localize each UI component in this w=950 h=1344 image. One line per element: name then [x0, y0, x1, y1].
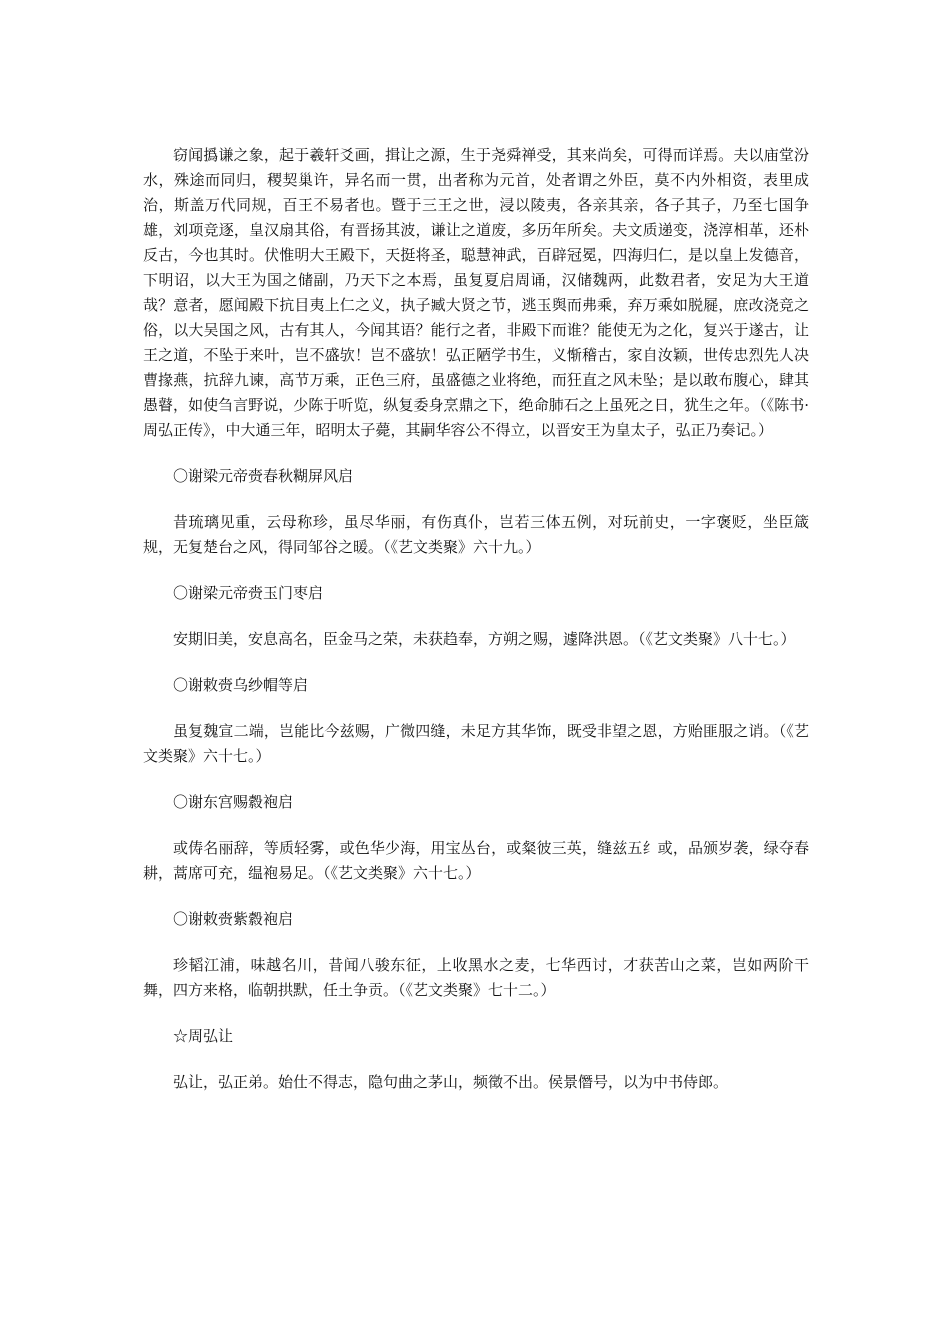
section-heading: 〇谢东宫赐縠袍启: [173, 793, 294, 811]
section-heading: 〇谢敕赍乌纱帽等启: [173, 676, 309, 694]
section-heading: 〇谢梁元帝赍玉门枣启: [173, 584, 324, 602]
body-paragraph: 安期旧美，安息高名，臣金马之荣，未获趋奉，方朔之赐，遽降洪恩。（《艺文类聚》八十七。）: [173, 630, 796, 648]
body-paragraph: 窃闻撝谦之象，起于羲轩爻画，揖让之源，生于尧舜禅受，其来尚矣，可得而详焉。夫以庙堂汾水，殊途而同归，稷契巢许，异名而一贯，出者称为元首，处者谓之外臣，莫不内外相资，表里成治，斯盖万代同规，百王不易者也。暨于三王之世，浸以陵夷，各亲其亲，各子其子，乃至七国争雄，刘项竞逐，皇汉扇其俗，有晋扬其波，谦让之道废，多历年所矣。夫文质递变，浇淳相革，还朴反古，今也其时。伏惟明大王殿下，天挺将圣，聪慧神武，百辟冠冕，四海归仁，是以皇上发德音，下明诏，以大王为国之储副，乃天下之本焉，虽复夏启周诵，汉储魏两，此数君者，安足为大王道哉？意者，愿闻殿下抗目夷上仁之义，执子臧大贤之节，逃玉舆而弗乘，弃万乘如脱屣，庶改浇竞之俗，以大吴国之风，古有其人，今闻其语？能行之者，非殿下而谁？能使无为之化，复兴于遂古，让王之道，不坠于来叶，岂不盛欤！岂不盛欤！弘正陋学书生，义惭稽古，家自汝颖，世传忠烈先人决曹掾燕，抗辞九谏，高节万乘，正色三府，虽盛德之业将绝，而狂直之风未坠；是以敢布腹心，肆其愚瞽，如使刍言野说，少陈于听览，纵复委身烹鼎之下，绝命肺石之上虽死之日，犹生之年。（《陈书·周弘正传》，中大通三年，昭明太子薨，其嗣华容公不得立，以晋安王为皇太子，弘正乃奏记。）: [143, 146, 809, 439]
body-paragraph: 或俦名丽辞，等质轻雾，或色华少海，用宝丛台，或粲彼三英，缝兹五纟或，品颁岁袭，绿夺春耕，蒿席可充，缊袍易足。（《艺文类聚》六十七。）: [143, 839, 809, 882]
section-heading: 〇谢梁元帝赍春秋糊屏风启: [173, 467, 354, 485]
body-paragraph: 昔琉璃见重，云母称珍，虽尽华丽，有伤真仆，岂若三体五例，对玩前史，一字褒贬，坐臣箴规，无复楚台之风，得同邹谷之暖。（《艺文类聚》六十九。）: [143, 513, 809, 556]
body-paragraph: 珍韬江浦，味越名川，昔闻八骏东征，上收黑水之麦，七华西讨，才获苦山之菜，岂如两阶干舞，四方来格，临朝拱默，任土争贡。（《艺文类聚》七十二。）: [143, 956, 809, 999]
author-heading: ☆周弘让: [173, 1027, 234, 1045]
document-page: [143, 143, 809, 1095]
body-paragraph: 虽复魏宣二端，岂能比今兹赐，广微四缝，未足方其华饰，既受非望之恩，方贻匪服之诮。（《艺文类聚》六十七。）: [143, 722, 809, 765]
body-paragraph: 弘让，弘正弟。始仕不得志，隐句曲之茅山，频徵不出。侯景僭号，以为中书侍郎。: [173, 1073, 729, 1091]
section-heading: 〇谢敕赍紫縠袍启: [173, 910, 294, 928]
